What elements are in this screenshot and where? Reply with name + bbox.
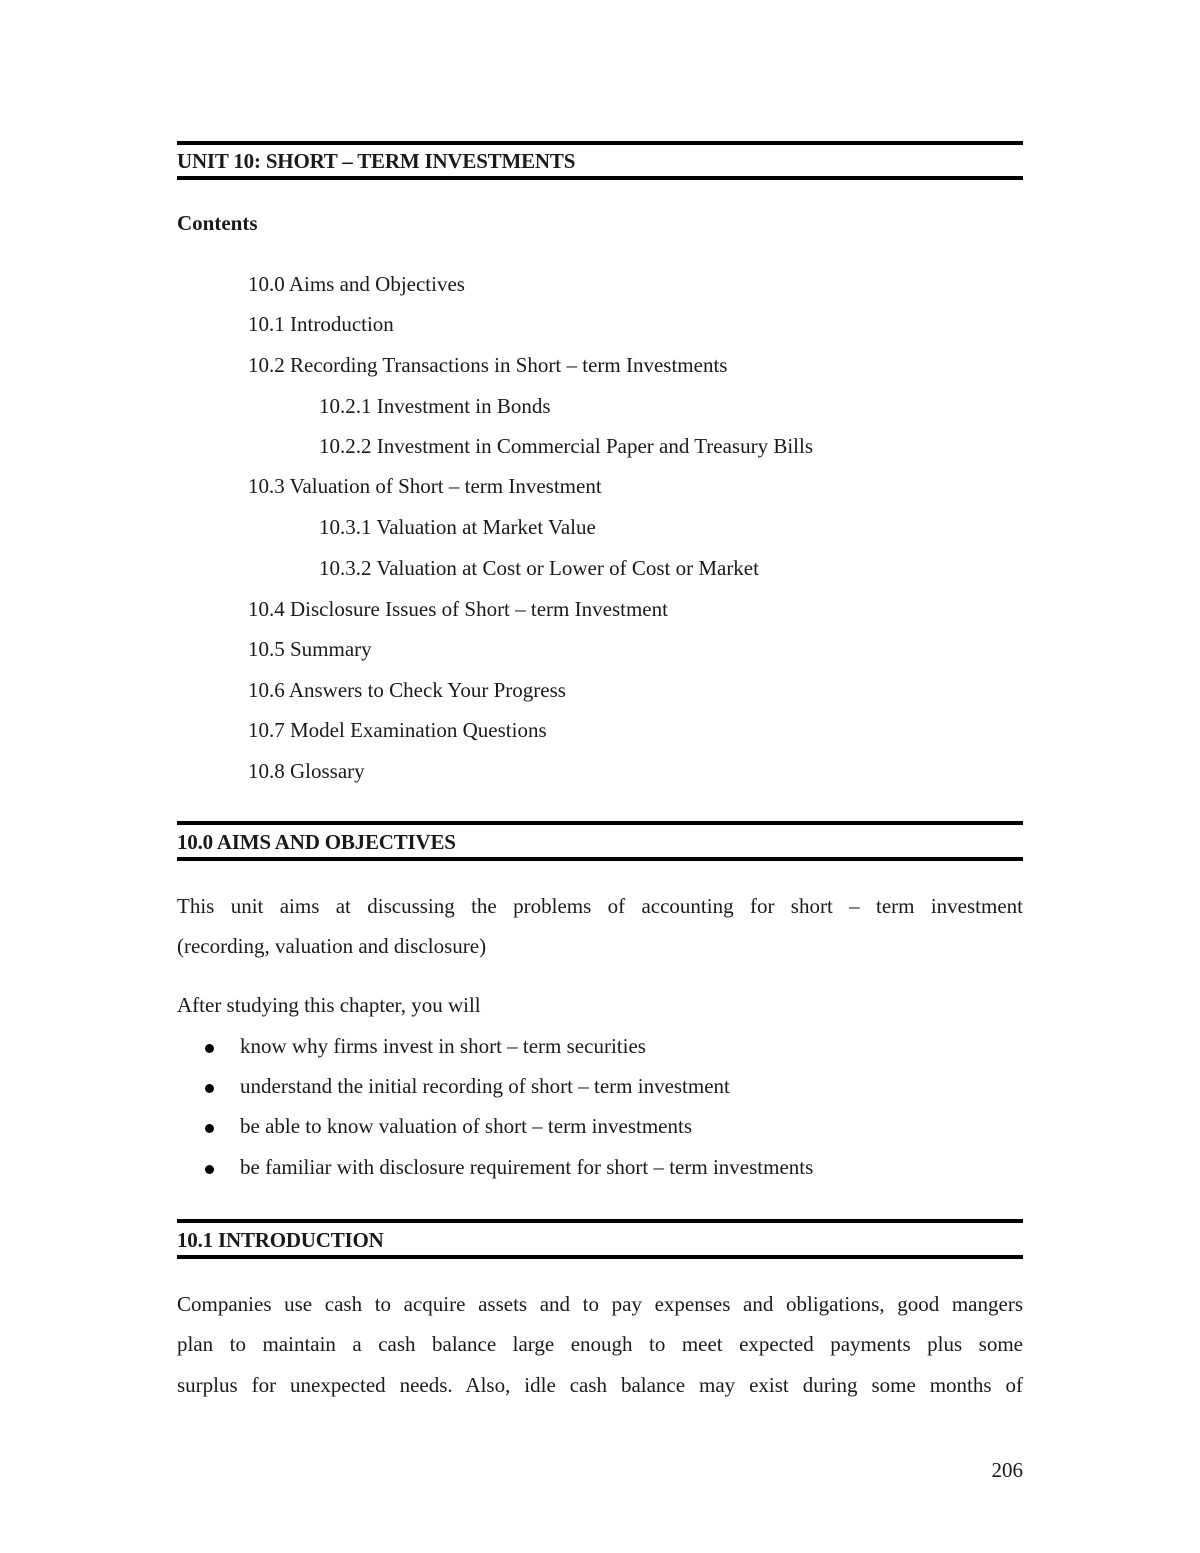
toc-item: 10.2 Recording Transactions in Short – term Investments — [248, 353, 728, 377]
toc-item: 10.8 Glossary — [248, 759, 365, 783]
toc-item: 10.3 Valuation of Short – term Investment — [248, 474, 602, 498]
unit-title: UNIT 10: SHORT – TERM INVESTMENTS — [177, 149, 576, 173]
list-item-text: understand the initial recording of short – term investment — [240, 1074, 730, 1098]
toc-item: 10.4 Disclosure Issues of Short – term Investment — [248, 597, 668, 621]
bullet-icon — [205, 1084, 214, 1093]
intro-paragraph-line: plan to maintain a cash balance large enough to meet expected payments plus some — [177, 1332, 1023, 1356]
section-heading-intro: 10.1 INTRODUCTION — [177, 1228, 384, 1252]
section-heading-aims-block — [177, 821, 1023, 861]
list-item-text: be able to know valuation of short – term investments — [240, 1114, 692, 1138]
list-item-text: be familiar with disclosure requirement for short – term investments — [240, 1155, 814, 1179]
document-page — [177, 0, 1023, 1553]
aims-lead-in: After studying this chapter, you will — [177, 993, 481, 1017]
section-heading-aims: 10.0 AIMS AND OBJECTIVES — [177, 830, 456, 854]
aims-paragraph-line: This unit aims at discussing the problems of accounting for short – term investment — [177, 894, 1023, 918]
toc-item: 10.5 Summary — [248, 637, 372, 661]
intro-paragraph-line: Companies use cash to acquire assets and to pay expenses and obligations, good mangers — [177, 1292, 1023, 1316]
bullet-icon — [205, 1165, 214, 1174]
bullet-icon — [205, 1124, 214, 1133]
toc-item: 10.2.1 Investment in Bonds — [319, 394, 551, 418]
toc-item: 10.0 Aims and Objectives — [248, 272, 465, 296]
list-item-text: know why firms invest in short – term securities — [240, 1034, 646, 1058]
page-number: 206 — [991, 1458, 1023, 1482]
unit-title-block — [177, 141, 1023, 180]
bullet-icon — [205, 1044, 214, 1053]
toc-item: 10.2.2 Investment in Commercial Paper and Treasury Bills — [319, 434, 814, 458]
toc-item: 10.3.1 Valuation at Market Value — [319, 515, 596, 539]
toc-item: 10.6 Answers to Check Your Progress — [248, 678, 566, 702]
section-heading-intro-block — [177, 1219, 1023, 1259]
toc-item: 10.3.2 Valuation at Cost or Lower of Cost or Market — [319, 556, 759, 580]
contents-label: Contents — [177, 211, 258, 235]
aims-paragraph-line: (recording, valuation and disclosure) — [177, 934, 487, 958]
toc-item: 10.7 Model Examination Questions — [248, 718, 547, 742]
intro-paragraph-line: surplus for unexpected needs. Also, idle cash balance may exist during some months of — [177, 1373, 1023, 1397]
toc-item: 10.1 Introduction — [248, 312, 394, 336]
